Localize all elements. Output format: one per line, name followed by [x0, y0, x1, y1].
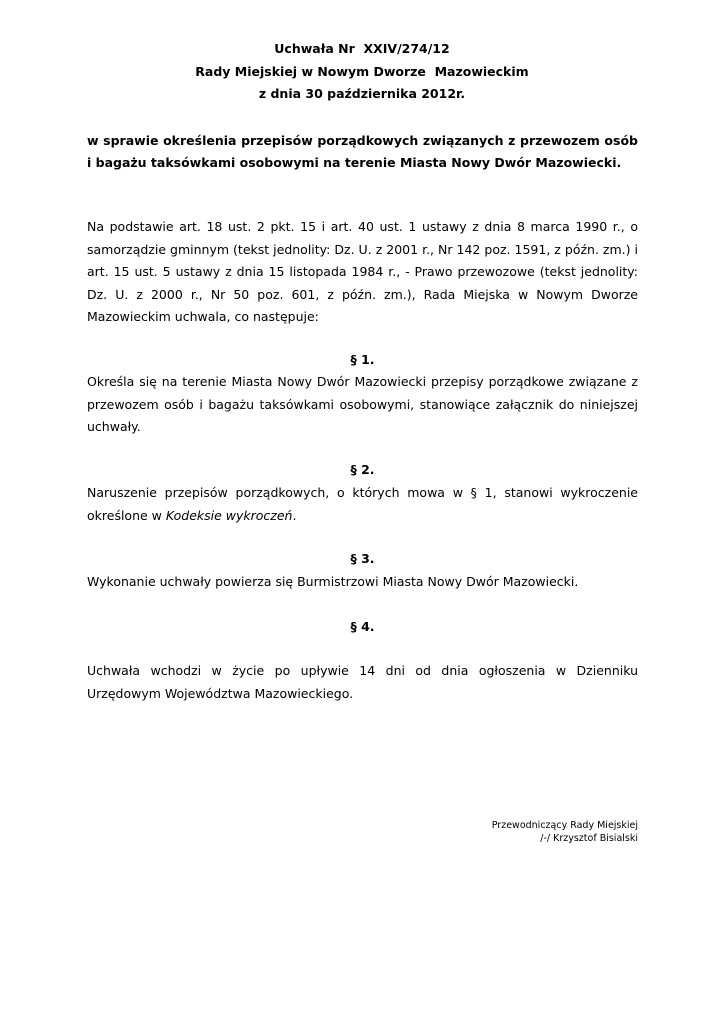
- section-2-text-before: Naruszenie przepisów porządkowych, o których mowa w § 1, stanowi wykroczenie określone w: [87, 485, 638, 523]
- council-name: Rady Miejskiej w Nowym Dworze Mazowieckim: [195, 63, 529, 79]
- signatory-name: /-/ Krzysztof Bisialski: [540, 833, 638, 844]
- section-2-heading: § 2.: [350, 462, 375, 477]
- resolution-header: [0, 38, 724, 106]
- section-4-text: Uchwała wchodzi w życie po upływie 14 dni od dnia ogłoszenia w Dzienniku Urzędowym Województwa Mazowieckiego.: [87, 663, 638, 701]
- section-2-text: [87, 482, 638, 527]
- section-3-text: Wykonanie uchwały powierza się Burmistrzowi Miasta Nowy Dwór Mazowiecki.: [87, 574, 579, 589]
- section-3-heading: § 3.: [350, 551, 375, 566]
- section-2-text-italic: Kodeksie wykroczeń: [165, 507, 293, 523]
- resolution-number: Uchwała Nr XXIV/274/12: [274, 41, 450, 56]
- section-1-heading: § 1.: [350, 352, 375, 367]
- legal-basis: Na podstawie art. 18 ust. 2 pkt. 15 i art. 40 ust. 1 ustawy z dnia 8 marca 1990 r., o samorządzie gminnym (tekst jednolity: Dz. U. z 2001 r., Nr 142 poz. 1591, z późn. zm.) i art. 15 ust. 5 ustawy z dnia 15 listopada 1984 r., - Prawo przewozowe (tekst jednolity: Dz. U. z 2000 r., Nr 50 poz. 601, z późn. zm.), Rada Miejska w Nowym Dworze Mazowieckim uchwala, co następuje:: [87, 219, 638, 325]
- resolution-date: z dnia 30 października 2012r.: [258, 86, 466, 101]
- section-1-text: Określa się na terenie Miasta Nowy Dwór Mazowiecki przepisy porządkowe związane z przewozem osób i bagażu taksówkami osobowymi, stanowiące załącznik do niniejszej uchwały.: [87, 374, 638, 435]
- section-2-text-after: .: [292, 507, 297, 523]
- section-4-heading: § 4.: [350, 619, 375, 634]
- resolution-subject: w sprawie określenia przepisów porządkowych związanych z przewozem osób i bagażu taksówkami osobowymi na terenie Miasta Nowy Dwór Mazowiecki.: [87, 133, 638, 170]
- signature-block: [400, 819, 638, 845]
- signatory-title: Przewodniczący Rady Miejskiej: [491, 820, 638, 831]
